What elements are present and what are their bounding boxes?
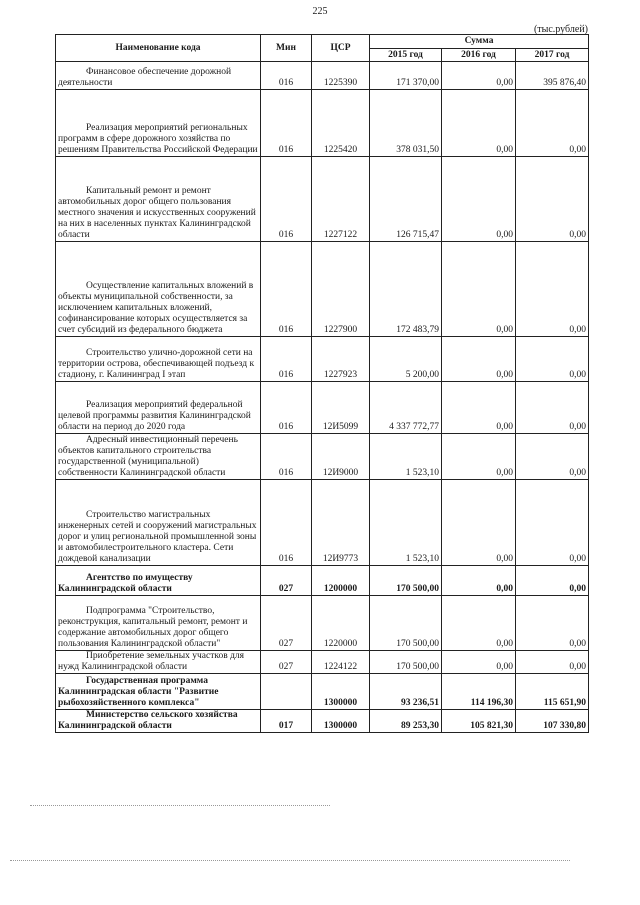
scan-artifact-line bbox=[10, 860, 570, 861]
row-csr: 1225390 bbox=[312, 62, 370, 90]
row-name bbox=[56, 434, 261, 480]
row-sum-2017: 0,00 bbox=[516, 157, 589, 242]
row-ministry: 016 bbox=[261, 157, 312, 242]
row-sum-2016: 0,00 bbox=[442, 337, 516, 382]
page-number: 225 bbox=[312, 6, 328, 17]
row-sum-2015: 170 500,00 bbox=[370, 596, 442, 651]
header-2016: 2016 год bbox=[442, 49, 516, 62]
row-sum-2015: 5 200,00 bbox=[370, 337, 442, 382]
row-csr: 1227122 bbox=[312, 157, 370, 242]
header-name: Наименование кода bbox=[56, 35, 261, 62]
row-sum-2015: 126 715,47 bbox=[370, 157, 442, 242]
row-sum-2017: 0,00 bbox=[516, 480, 589, 566]
row-sum-2015: 172 483,79 bbox=[370, 242, 442, 337]
header-sum: Сумма bbox=[370, 35, 589, 49]
units-label: (тыс.рублей) bbox=[533, 24, 588, 35]
row-sum-2015: 170 500,00 bbox=[370, 651, 442, 674]
row-ministry bbox=[261, 674, 312, 710]
header-ministry: Мин bbox=[261, 35, 312, 62]
row-name bbox=[56, 710, 261, 733]
row-sum-2017: 115 651,90 bbox=[516, 674, 589, 710]
row-sum-2016: 0,00 bbox=[442, 480, 516, 566]
row-ministry: 016 bbox=[261, 434, 312, 480]
row-sum-2016: 0,00 bbox=[442, 382, 516, 434]
table-row bbox=[56, 480, 589, 566]
row-ministry: 017 bbox=[261, 710, 312, 733]
row-csr: 1200000 bbox=[312, 566, 370, 596]
table-row bbox=[56, 674, 589, 710]
table-row bbox=[56, 596, 589, 651]
row-sum-2016: 0,00 bbox=[442, 242, 516, 337]
table-row bbox=[56, 382, 589, 434]
table-row bbox=[56, 434, 589, 480]
table-row bbox=[56, 62, 589, 90]
row-name-text: Приобретение земельных участков для нужд Калининградской области bbox=[58, 651, 245, 672]
row-csr: 1220000 bbox=[312, 596, 370, 651]
scan-artifact-line bbox=[30, 805, 330, 806]
row-ministry: 016 bbox=[261, 62, 312, 90]
row-csr: 12И9773 bbox=[312, 480, 370, 566]
row-ministry: 016 bbox=[261, 242, 312, 337]
row-csr: 1300000 bbox=[312, 674, 370, 710]
row-name-text: Строительство магистральных инженерных сетей и сооружений магистральных дорог и улиц региональной промышленной зоны и автомобилестроительного кластера. Сети дождевой канализации bbox=[58, 510, 257, 564]
row-sum-2017: 395 876,40 bbox=[516, 62, 589, 90]
row-sum-2017: 0,00 bbox=[516, 90, 589, 157]
table-row bbox=[56, 651, 589, 674]
row-name bbox=[56, 90, 261, 157]
budget-table bbox=[55, 34, 589, 733]
table-row bbox=[56, 710, 589, 733]
row-sum-2016: 0,00 bbox=[442, 434, 516, 480]
row-ministry: 027 bbox=[261, 566, 312, 596]
header-csr: ЦСР bbox=[312, 35, 370, 62]
row-ministry: 016 bbox=[261, 480, 312, 566]
row-name-text: Министерство сельского хозяйства Калининградской области bbox=[58, 710, 238, 731]
row-ministry: 027 bbox=[261, 651, 312, 674]
row-name-text: Государственная программа Калининградская области "Развитие рыбохозяйственного комплекса" bbox=[58, 676, 219, 708]
row-sum-2015: 93 236,51 bbox=[370, 674, 442, 710]
row-csr: 12И5099 bbox=[312, 382, 370, 434]
row-name bbox=[56, 674, 261, 710]
row-sum-2017: 0,00 bbox=[516, 651, 589, 674]
row-name bbox=[56, 157, 261, 242]
row-name bbox=[56, 382, 261, 434]
row-name-text: Подпрограмма "Строительство, реконструкция, капитальный ремонт, ремонт и содержание автомобильных дорог общего пользования Калининградской области" bbox=[58, 606, 248, 649]
row-name bbox=[56, 242, 261, 337]
row-name bbox=[56, 651, 261, 674]
row-sum-2016: 0,00 bbox=[442, 90, 516, 157]
row-sum-2016: 114 196,30 bbox=[442, 674, 516, 710]
row-name bbox=[56, 480, 261, 566]
row-sum-2016: 0,00 bbox=[442, 651, 516, 674]
row-sum-2016: 0,00 bbox=[442, 596, 516, 651]
row-name bbox=[56, 596, 261, 651]
row-name-text: Осуществление капитальных вложений в объекты муниципальной собственности, за исключением капитальных вложений, софинансирование которых осуществляется за счет субсидий из федерального бюджета bbox=[58, 281, 254, 335]
row-name bbox=[56, 62, 261, 90]
header-2017: 2017 год bbox=[516, 49, 589, 62]
table-row bbox=[56, 157, 589, 242]
row-csr: 1227900 bbox=[312, 242, 370, 337]
row-sum-2017: 0,00 bbox=[516, 566, 589, 596]
row-name-text: Финансовое обеспечение дорожной деятельности bbox=[58, 67, 232, 88]
row-ministry: 027 bbox=[261, 596, 312, 651]
table-row bbox=[56, 337, 589, 382]
row-sum-2017: 0,00 bbox=[516, 596, 589, 651]
row-sum-2017: 0,00 bbox=[516, 434, 589, 480]
row-sum-2016: 105 821,30 bbox=[442, 710, 516, 733]
row-name-text: Капитальный ремонт и ремонт автомобильных дорог общего пользования местного значения и искусственных сооружений на них в населенных пунктах Калининградской области bbox=[58, 186, 256, 240]
row-name bbox=[56, 337, 261, 382]
row-name-text: Адресный инвестиционный перечень объектов капитального строительства государственной (муниципальной) собственности Калининградской области bbox=[58, 435, 238, 478]
row-sum-2017: 0,00 bbox=[516, 382, 589, 434]
row-ministry: 016 bbox=[261, 337, 312, 382]
row-sum-2015: 171 370,00 bbox=[370, 62, 442, 90]
row-csr: 1227923 bbox=[312, 337, 370, 382]
row-sum-2015: 4 337 772,77 bbox=[370, 382, 442, 434]
row-name bbox=[56, 566, 261, 596]
row-sum-2015: 1 523,10 bbox=[370, 434, 442, 480]
row-ministry: 016 bbox=[261, 90, 312, 157]
row-ministry: 016 bbox=[261, 382, 312, 434]
row-sum-2016: 0,00 bbox=[442, 157, 516, 242]
header-2015: 2015 год bbox=[370, 49, 442, 62]
row-sum-2015: 89 253,30 bbox=[370, 710, 442, 733]
row-name-text: Строительство улично-дорожной сети на территории острова, обеспечивающей подъезд к стадиону, г. Калининград I этап bbox=[58, 348, 255, 380]
row-sum-2017: 0,00 bbox=[516, 337, 589, 382]
table-row bbox=[56, 90, 589, 157]
row-csr: 1300000 bbox=[312, 710, 370, 733]
row-sum-2015: 1 523,10 bbox=[370, 480, 442, 566]
row-sum-2015: 378 031,50 bbox=[370, 90, 442, 157]
row-csr: 1225420 bbox=[312, 90, 370, 157]
table-row bbox=[56, 566, 589, 596]
row-sum-2016: 0,00 bbox=[442, 62, 516, 90]
row-sum-2017: 107 330,80 bbox=[516, 710, 589, 733]
row-sum-2017: 0,00 bbox=[516, 242, 589, 337]
row-sum-2015: 170 500,00 bbox=[370, 566, 442, 596]
row-csr: 1224122 bbox=[312, 651, 370, 674]
row-name-text: Реализация мероприятий региональных программ в сфере дорожного хозяйства по решениям Правительства Российской Федерации bbox=[58, 123, 258, 155]
row-csr: 12И9000 bbox=[312, 434, 370, 480]
row-name-text: Реализация мероприятий федеральной целевой программы развития Калининградской области на период до 2020 года bbox=[58, 400, 251, 432]
row-name-text: Агентство по имуществу Калининградской области bbox=[58, 573, 193, 594]
row-sum-2016: 0,00 bbox=[442, 566, 516, 596]
table-row bbox=[56, 242, 589, 337]
